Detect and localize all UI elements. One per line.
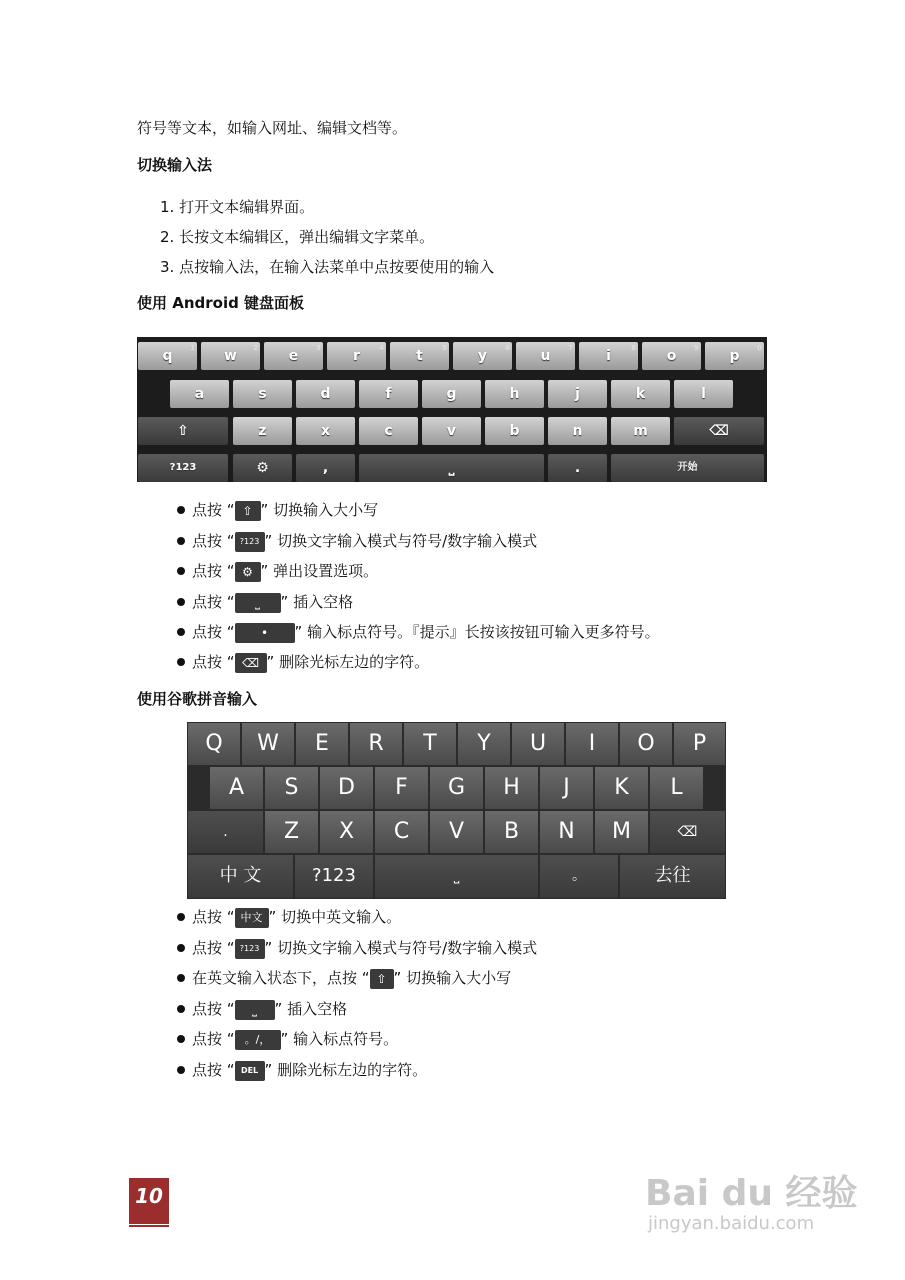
intro-line: 符号等文本，如输入网址、编辑文档等。 — [137, 119, 408, 137]
key-h: h — [485, 380, 544, 408]
shift-key — [138, 417, 228, 445]
key-X: X — [319, 810, 374, 854]
chinese-period-key: 。 — [539, 854, 619, 899]
key-w: w 2 — [201, 342, 260, 370]
key-y: y 6 — [453, 342, 512, 370]
symbol-mode-key: ?123 — [138, 454, 228, 482]
enter-key: 开始 — [611, 454, 764, 482]
step-text: 点按输入法，在输入法菜单中点按要使用的输入 — [179, 258, 495, 276]
key-p: p 0 — [705, 342, 764, 370]
key-L: L — [649, 766, 704, 810]
key-M: M — [594, 810, 649, 854]
key-x: x — [296, 417, 355, 445]
baidu-watermark-url: jingyan.baidu.com — [648, 1213, 815, 1234]
bullet-dot — [177, 598, 185, 606]
key-G: G — [429, 766, 484, 810]
key-l: l — [674, 380, 733, 408]
page-number: 10 — [129, 1178, 169, 1224]
android-bullet-delete: 点按 “ ⌫ ” 删除光标左边的字符。 — [192, 653, 430, 671]
key-S: S — [264, 766, 319, 810]
key-e: e 3 — [264, 342, 323, 370]
space-icon: ⎵ — [235, 593, 281, 613]
key-t: t 5 — [390, 342, 449, 370]
step-2 — [160, 227, 434, 247]
symbol-mode-icon: ?123 — [235, 939, 265, 959]
backspace-icon: ⌫ — [235, 653, 267, 673]
settings-icon: ⚙ — [256, 460, 269, 476]
step-text: 打开文本编辑界面。 — [179, 198, 315, 216]
bullet-dot — [177, 1035, 185, 1043]
key-d: d — [296, 380, 355, 408]
key-n: n — [548, 417, 607, 445]
settings-key — [233, 454, 292, 482]
key-O: O — [619, 722, 673, 766]
android-bullet-space: 点按 “ ⎵ ” 插入空格 — [192, 593, 354, 611]
punctuation-icon: 。/， — [235, 1030, 281, 1050]
step-1 — [160, 197, 314, 217]
key-Z: Z — [264, 810, 319, 854]
android-bullet-shift: 点按 “ ⇧ ” 切换输入大小写 — [192, 501, 379, 519]
key-J: J — [539, 766, 594, 810]
key-Y: Y — [457, 722, 511, 766]
key-f: f — [359, 380, 418, 408]
step-text: 长按文本编辑区，弹出编辑文字菜单。 — [179, 228, 435, 246]
key-D: D — [319, 766, 374, 810]
key-o: o 9 — [642, 342, 701, 370]
period-icon: • — [235, 623, 295, 643]
key-A: A — [209, 766, 264, 810]
key-k: k — [611, 380, 670, 408]
shift-icon: ⇧ — [177, 423, 189, 439]
key-u: u 7 — [516, 342, 575, 370]
chinese-english-icon: 中文 — [235, 908, 269, 928]
bullet-dot — [177, 1066, 185, 1074]
key-I: I — [565, 722, 619, 766]
period-key: . — [187, 810, 264, 854]
bullet-dot — [177, 944, 185, 952]
baidu-watermark-logo: Bai du 经验 — [645, 1173, 858, 1214]
step-number: 2. — [160, 228, 175, 246]
delete-icon: DEL — [235, 1061, 265, 1081]
key-K: K — [594, 766, 649, 810]
pinyin-bullet-delete: 点按 “ DEL ” 删除光标左边的字符。 — [192, 1061, 428, 1079]
bullet-dot — [177, 567, 185, 575]
key-H: H — [484, 766, 539, 810]
settings-icon: ⚙ — [235, 562, 261, 582]
heading-switch-input: 切换输入法 — [137, 156, 213, 174]
pinyin-bullet-space: 点按 “ ⎵ ” 插入空格 — [192, 1000, 348, 1018]
bullet-dot — [177, 1005, 185, 1013]
symbol-mode-icon: ?123 — [235, 532, 265, 552]
key-z: z — [233, 417, 292, 445]
key-i: i 8 — [579, 342, 638, 370]
bullet-dot — [177, 913, 185, 921]
period-key: . — [548, 454, 607, 482]
key-N: N — [539, 810, 594, 854]
bullet-dot — [177, 506, 185, 514]
go-key: 去往 — [619, 854, 726, 899]
chinese-english-toggle-key: 中 文 — [187, 854, 294, 899]
symbol-mode-key: ?123 — [294, 854, 374, 899]
key-P: P — [673, 722, 726, 766]
step-number: 3. — [160, 258, 175, 276]
shift-icon: ⇧ — [370, 969, 394, 989]
android-keyboard-image — [137, 337, 767, 482]
key-T: T — [403, 722, 457, 766]
heading-google-pinyin: 使用谷歌拼音输入 — [137, 690, 258, 708]
key-W: W — [241, 722, 295, 766]
step-number: 1. — [160, 198, 175, 216]
key-j: j — [548, 380, 607, 408]
key-E: E — [295, 722, 349, 766]
backspace-icon: ⌫ — [677, 824, 698, 840]
key-a: a — [170, 380, 229, 408]
key-m: m — [611, 417, 670, 445]
space-key: ⎵ — [359, 454, 544, 482]
key-r: r 4 — [327, 342, 386, 370]
comma-key: , — [296, 454, 355, 482]
key-s: s — [233, 380, 292, 408]
space-key: ⎵ — [374, 854, 539, 899]
bullet-dot — [177, 628, 185, 636]
key-F: F — [374, 766, 429, 810]
key-C: C — [374, 810, 429, 854]
bullet-dot — [177, 658, 185, 666]
key-b: b — [485, 417, 544, 445]
pinyin-bullet-symbol: 点按 “ ?123 ” 切换文字输入模式与符号/数字输入模式 — [192, 939, 538, 957]
key-R: R — [349, 722, 403, 766]
key-c: c — [359, 417, 418, 445]
key-U: U — [511, 722, 565, 766]
key-V: V — [429, 810, 484, 854]
backspace-key — [674, 417, 764, 445]
pinyin-bullet-lang: 点按 “ 中文 ” 切换中英文输入。 — [192, 908, 402, 926]
shift-icon: ⇧ — [235, 501, 261, 521]
key-g: g — [422, 380, 481, 408]
page-number-underline — [129, 1225, 169, 1227]
key-Q: Q — [187, 722, 241, 766]
android-bullet-settings: 点按 “ ⚙ ” 弹出设置选项。 — [192, 562, 379, 580]
bullet-dot — [177, 537, 185, 545]
space-icon: ⎵ — [235, 1000, 275, 1020]
android-bullet-symbol: 点按 “ ?123 ” 切换文字输入模式与符号/数字输入模式 — [192, 532, 538, 550]
pinyin-bullet-punctuation: 点按 “ 。/， ” 输入标点符号。 — [192, 1030, 399, 1048]
key-B: B — [484, 810, 539, 854]
delete-key — [649, 810, 726, 854]
android-bullet-punctuation: 点按 “ • ” 输入标点符号。『提示』长按该按钮可输入更多符号。 — [192, 623, 660, 641]
step-3 — [160, 257, 494, 277]
key-q: q 1 — [138, 342, 197, 370]
pinyin-keyboard-image — [187, 722, 726, 899]
key-v: v — [422, 417, 481, 445]
pinyin-bullet-case: 在英文输入状态下，点按 “ ⇧ ” 切换输入大小写 — [192, 969, 512, 987]
heading-android-keyboard: 使用 Android 键盘面板 — [137, 294, 305, 312]
backspace-icon: ⌫ — [709, 423, 729, 439]
